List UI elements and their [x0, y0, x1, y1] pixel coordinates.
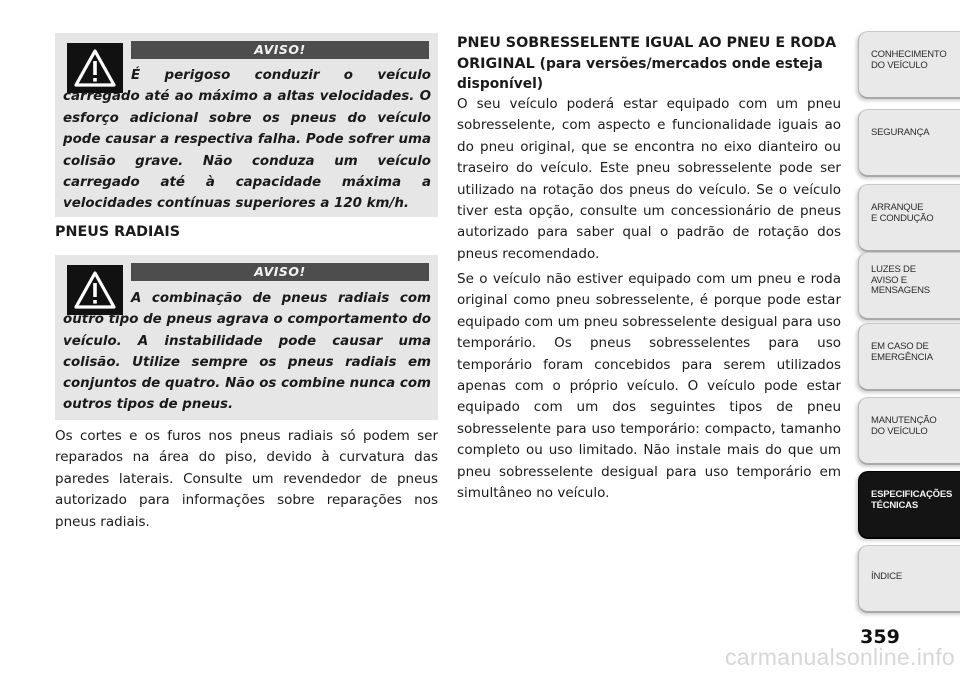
- tab-conhecimento-do-veiculo[interactable]: CONHECIMENTO DO VEÍCULO: [858, 31, 960, 99]
- tab-luzes-de-aviso[interactable]: LUZES DE AVISO E MENSAGENS: [858, 252, 960, 320]
- body-paragraph: O seu veículo poderá estar equipado com um pneu sobresselente, com aspecto e funcionalidade iguais ao do pneu original, que se encontra no eixo dianteiro ou traseiro do veículo. Este pneu sobresselente pode ser utilizado na rotação dos pneus do veículo. Se o veículo tiver esta opção, consulte um concessionário de pneus autorizado para saber qual o padrão de rotação dos pneus recomendado.: [457, 96, 841, 262]
- tab-especificacoes-tecnicas[interactable]: ESPECIFICAÇÕES TÉCNICAS: [858, 471, 960, 539]
- warning-title: AVISO!: [131, 41, 429, 59]
- warning-box: [55, 33, 438, 217]
- section-heading: PNEUS RADIAIS: [55, 224, 181, 240]
- body-paragraph: Se o veículo não estiver equipado com um pneu e roda original como pneu sobresselente, é porque pode estar equipado com um pneu sobresselente desigual para uso temporário. Os pneus sobresselentes para uso temporário foram concebidos para serem utilizados apenas com o próprio veículo. O veículo pode estar equipado com um dos seguintes tipos de pneu sobresselente para uso temporário: compacto, tamanho completo ou uso limitado. Não instale mais do que um pneu sobresselente desigual para uso temporário em simultâneo no veículo.: [457, 271, 841, 502]
- section-subheading: (para versões/mercados onde esteja disponível): [457, 55, 823, 92]
- section-heading-main: PNEU SOBRESSELENTE IGUAL AO PNEU E RODA ORIGINAL: [457, 35, 837, 72]
- watermark: carmanualsonline.info: [724, 644, 955, 670]
- warning-title: AVISO!: [131, 263, 429, 281]
- tab-em-caso-de-emergencia[interactable]: EM CASO DE EMERGÊNCIA: [858, 323, 960, 391]
- tab-seguranca[interactable]: SEGURANÇA: [858, 109, 960, 177]
- tab-indice[interactable]: ÍNDICE: [858, 545, 960, 613]
- section-heading: [457, 33, 845, 95]
- body-paragraph: Os cortes e os furos nos pneus radiais só podem ser reparados na área do piso, devido à curvatura das paredes laterais. Consulte um revendedor de pneus autorizado para informações sobre reparações nos pneus radiais.: [55, 428, 438, 530]
- warning-text: A combinação de pneus radiais com outro tipo de pneus agrava o comportamento do veículo. A instabilidade pode causar uma colisão. Utilize sempre os pneus radiais em conjuntos de quatro. Não os combine nunca com outros tipos de pneus.: [63, 291, 431, 413]
- tab-manutencao-do-veiculo[interactable]: MANUTENÇÃO DO VEÍCULO: [858, 397, 960, 465]
- tab-arranque-e-conducao[interactable]: ARRANQUE E CONDUÇÃO: [858, 184, 960, 252]
- warning-text: É perigoso conduzir o veículo carregado até ao máximo a altas velocidades. O esforço adicional sobre os pneus do veículo pode causar a respectiva falha. Pode sofrer uma colisão grave. Não conduza um veículo carregado até à capacidade máxima a velocidades contínuas superiores a 120 km/h.: [63, 68, 431, 212]
- page-number: 359: [860, 626, 900, 648]
- warning-box: [55, 255, 438, 420]
